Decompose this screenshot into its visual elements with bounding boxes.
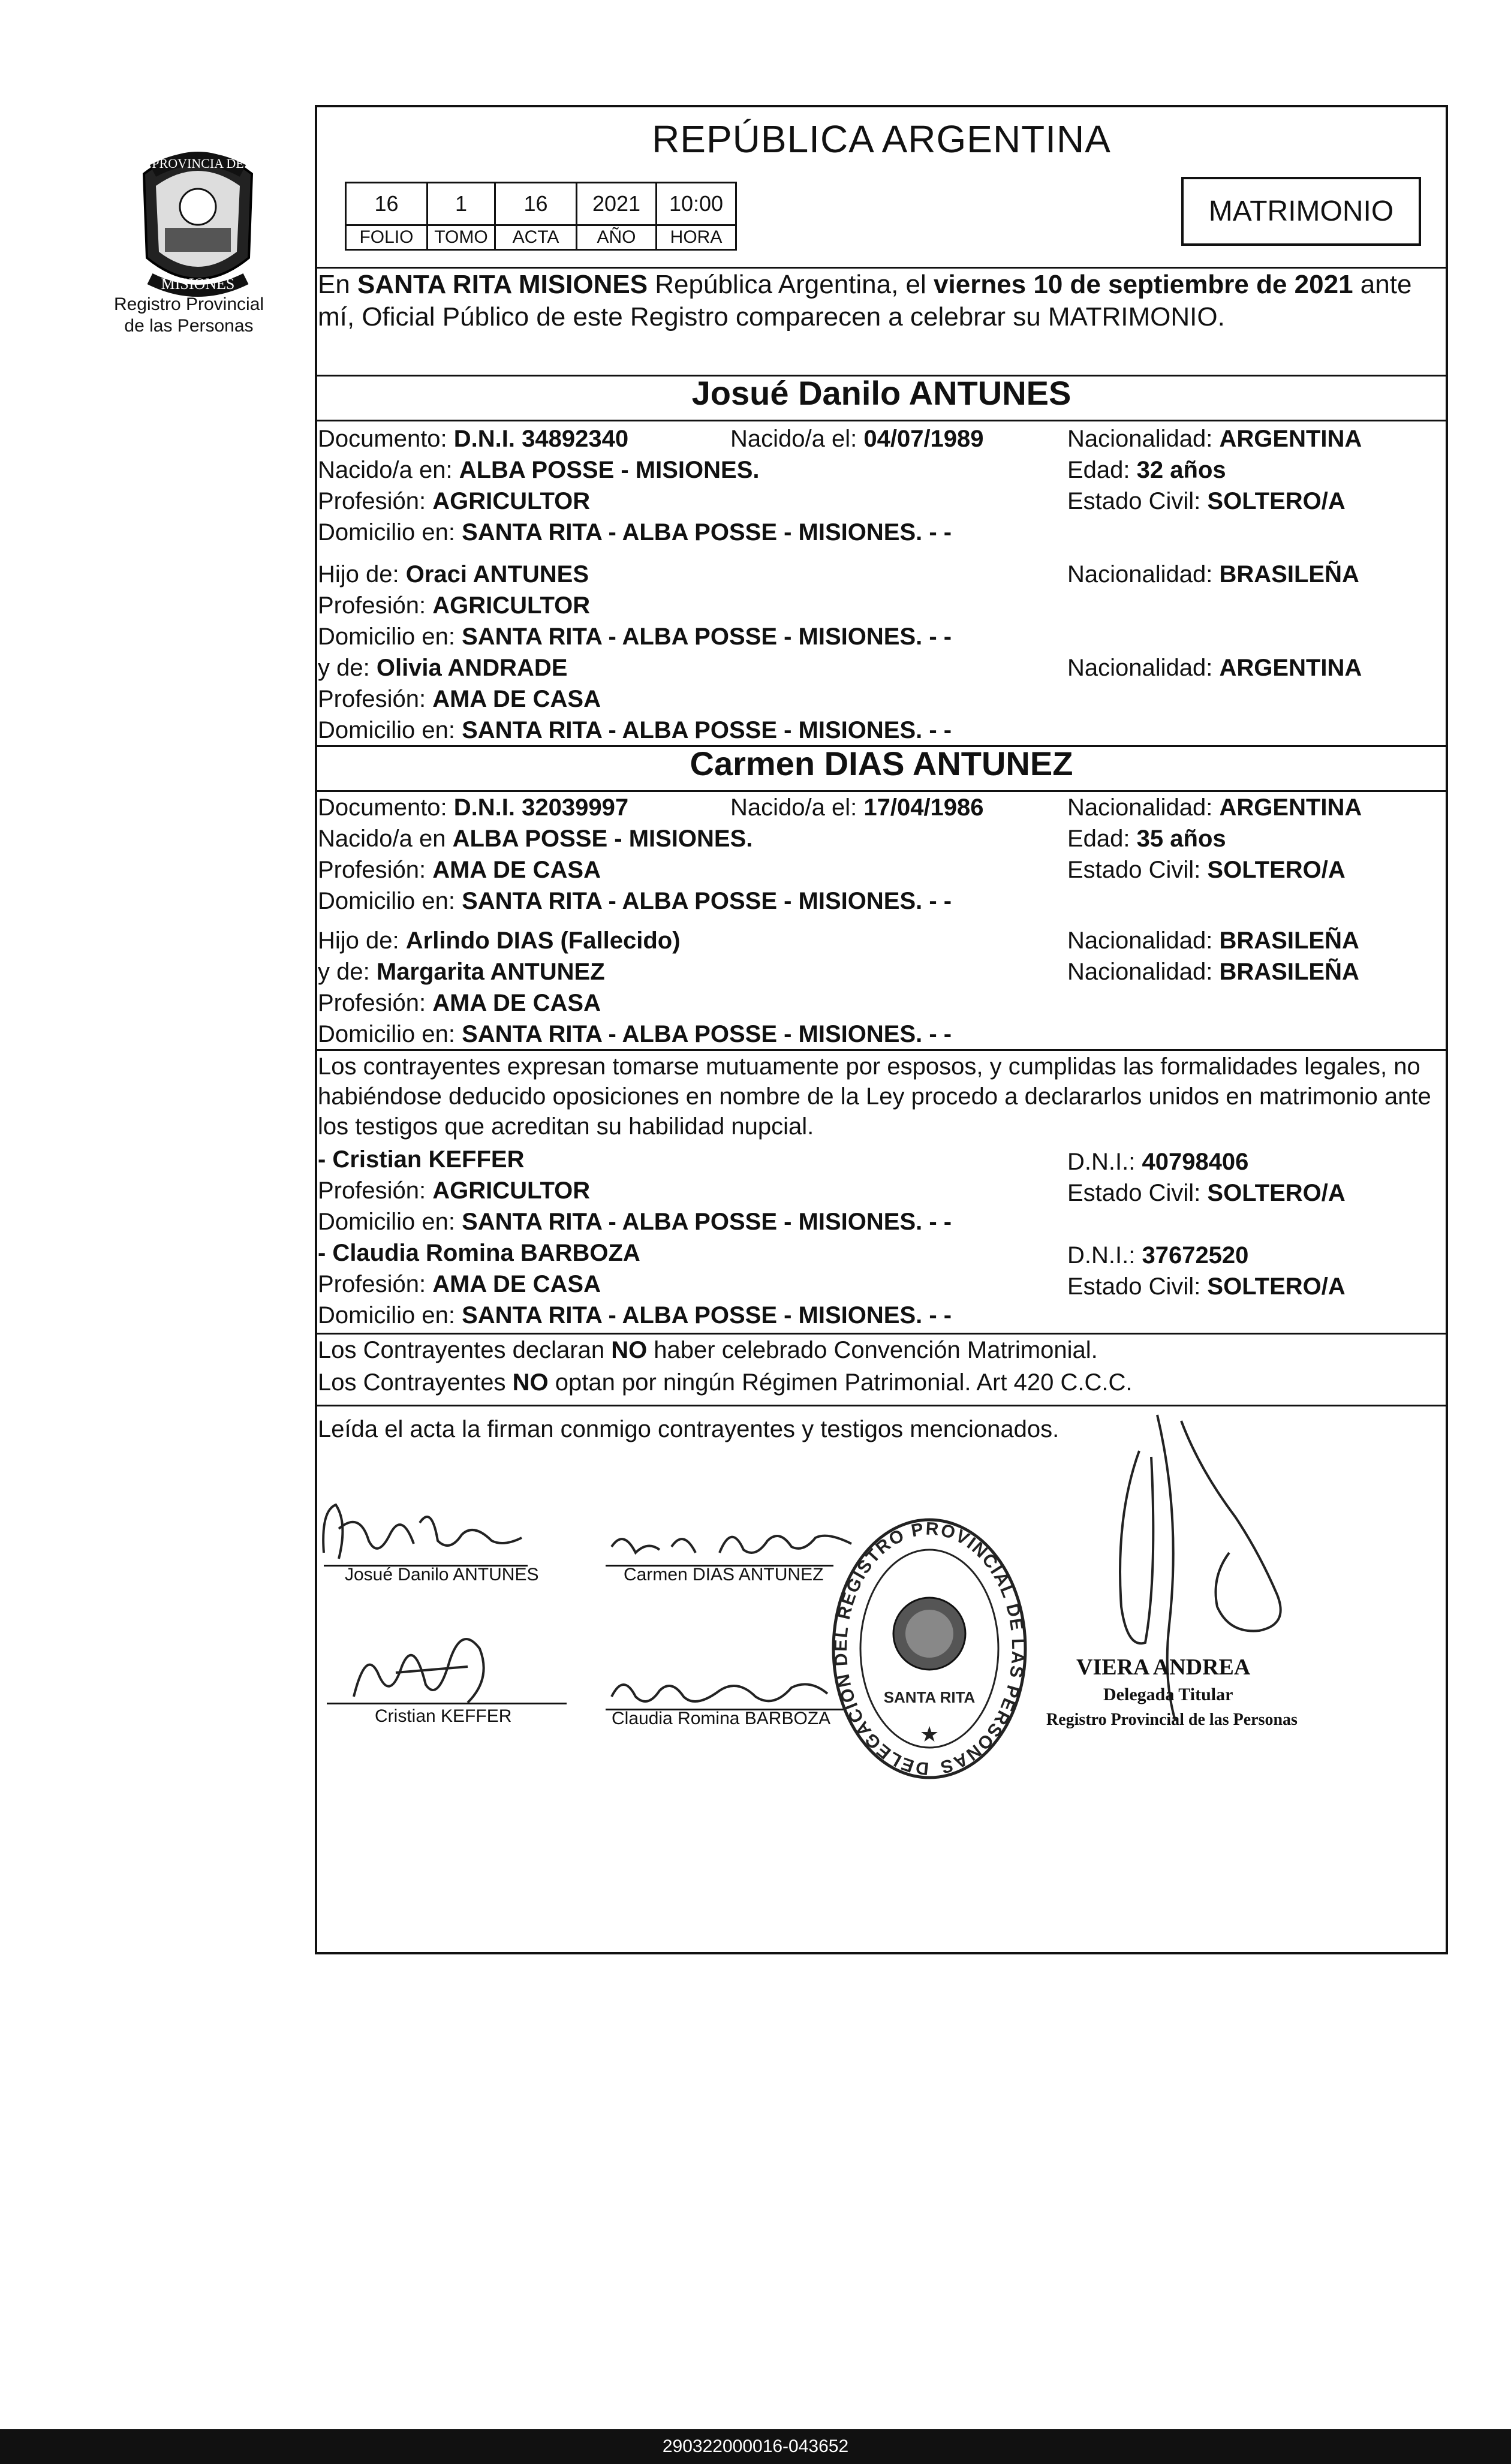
signature-caption-spouse2: Carmen DIAS ANTUNEZ [624, 1565, 824, 1585]
regime-line-1: Los Contrayentes declaran NO haber celebrado Convención Matrimonial. [318, 1337, 1098, 1363]
divider [315, 420, 1448, 421]
hora-value: 10:00 [657, 183, 736, 225]
witness1-dni: D.N.I.: 40798406 [1067, 1149, 1249, 1175]
signature-caption-witness1: Cristian KEFFER [375, 1706, 512, 1726]
declaration-line-3: los testigos que acreditan su habilidad nupcial. [318, 1113, 814, 1140]
logo-caption [90, 294, 288, 337]
document-title: REPÚBLICA ARGENTINA [652, 118, 1111, 161]
intro-line-2: mí, Oficial Público de este Registro comparecen a celebrar su MATRIMONIO. [318, 302, 1225, 332]
ano-label: AÑO [577, 225, 657, 250]
spouse1-father-nationality: Nacionalidad: BRASILEÑA [1067, 561, 1359, 588]
official-role: Delegada Titular [1103, 1685, 1233, 1704]
seal-ring-text: DELEGACION DEL REGISTRO PROVINCIAL DE LAS PERSONAS [830, 1519, 1028, 1779]
divider [315, 790, 1448, 792]
document-code-strip: 290322000016-043652 [0, 2429, 1511, 2464]
record-type-box: MATRIMONIO [1181, 177, 1421, 246]
signature-line [327, 1703, 567, 1704]
folio-label: FOLIO [346, 225, 428, 250]
acta-value: 16 [495, 183, 577, 225]
witness1-address: Domicilio en: SANTA RITA - ALBA POSSE - MISIONES. - - [318, 1209, 952, 1235]
folio-value: 16 [346, 183, 428, 225]
declaration-line-2: habiéndose deducido oposiciones en nombre de la Ley procedo a declararlos unidos en matrimonio ante [318, 1083, 1431, 1110]
closing-statement: Leída el acta la firman conmigo contrayentes y testigos mencionados. [318, 1416, 1059, 1442]
hora-label: HORA [657, 225, 736, 250]
witness2-address: Domicilio en: SANTA RITA - ALBA POSSE - MISIONES. - - [318, 1302, 952, 1329]
spouse2-name: Carmen DIAS ANTUNEZ [690, 745, 1073, 782]
logo-caption-line-2: de las Personas [124, 316, 254, 336]
tomo-label: TOMO [428, 225, 495, 250]
spouse1-profession: Profesión: AGRICULTOR [318, 488, 591, 514]
spouse2-address: Domicilio en: SANTA RITA - ALBA POSSE - MISIONES. - - [318, 888, 952, 914]
spouse1-civil-status: Estado Civil: SOLTERO/A [1067, 488, 1346, 514]
spouse1-father-profession: Profesión: AGRICULTOR [318, 592, 591, 619]
ano-value: 2021 [577, 183, 657, 225]
spouse2-mother-profession: Profesión: AMA DE CASA [318, 990, 601, 1016]
spouse2-mother-nationality: Nacionalidad: BRASILEÑA [1067, 959, 1359, 985]
witness1-civil-status: Estado Civil: SOLTERO/A [1067, 1180, 1346, 1206]
seal-center-text: SANTA RITA [883, 1688, 976, 1706]
spouse2-civil-status: Estado Civil: SOLTERO/A [1067, 857, 1346, 883]
spouse1-nationality: Nacionalidad: ARGENTINA [1067, 426, 1362, 452]
witness1-name: - Cristian KEFFER [318, 1146, 525, 1173]
spouse2-age: Edad: 35 años [1067, 826, 1226, 852]
spouse1-name: Josué Danilo ANTUNES [691, 374, 1071, 412]
record-reference-table [345, 182, 737, 251]
tomo-value: 1 [428, 183, 495, 225]
spouse1-mother-profession: Profesión: AMA DE CASA [318, 686, 601, 712]
official-organization: Registro Provincial de las Personas [1046, 1710, 1298, 1729]
spouse1-birth-place: Nacido/a en: ALBA POSSE - MISIONES. [318, 457, 760, 483]
spouse2-nationality: Nacionalidad: ARGENTINA [1067, 794, 1362, 821]
witness1-profession: Profesión: AGRICULTOR [318, 1177, 591, 1204]
spouse1-document: Documento: D.N.I. 34892340 [318, 426, 629, 452]
spouse1-father-address: Domicilio en: SANTA RITA - ALBA POSSE - MISIONES. - - [318, 623, 952, 650]
intro-line-1: En SANTA RITA MISIONES República Argentina, el viernes 10 de septiembre de 2021 ante [318, 270, 1412, 299]
witness2-civil-status: Estado Civil: SOLTERO/A [1067, 1273, 1346, 1300]
divider [315, 1333, 1448, 1335]
provincial-coat-of-arms [120, 138, 276, 300]
spouse2-profession: Profesión: AMA DE CASA [318, 857, 601, 883]
signature-witness1 [336, 1613, 516, 1715]
witness2-name: - Claudia Romina BARBOZA [318, 1240, 640, 1266]
declaration-line-1: Los contrayentes expresan tomarse mutuamente por esposos, y cumplidas las formalidades legales, no [318, 1053, 1420, 1080]
logo-caption-line-1: Registro Provincial [113, 294, 264, 314]
spouse2-mother-address: Domicilio en: SANTA RITA - ALBA POSSE - MISIONES. - - [318, 1021, 952, 1047]
registry-seal [827, 1511, 1031, 1787]
spouse2-father: Hijo de: Arlindo DIAS (Fallecido) [318, 927, 681, 954]
logo-text-bottom: MISIONES [161, 275, 235, 293]
spouse1-mother: y de: Olivia ANDRADE [318, 655, 568, 681]
acta-label: ACTA [495, 225, 577, 250]
spouse1-mother-address: Domicilio en: SANTA RITA - ALBA POSSE - MISIONES. - - [318, 717, 952, 743]
spouse2-father-nationality: Nacionalidad: BRASILEÑA [1067, 927, 1359, 954]
spouse1-father: Hijo de: Oraci ANTUNES [318, 561, 589, 588]
spouse1-age: Edad: 32 años [1067, 457, 1226, 483]
spouse2-birth-date: Nacido/a el: 17/04/1986 [730, 794, 984, 821]
signature-caption-witness2: Claudia Romina BARBOZA [612, 1709, 831, 1728]
spouse1-address: Domicilio en: SANTA RITA - ALBA POSSE - MISIONES. - - [318, 519, 952, 546]
witness2-profession: Profesión: AMA DE CASA [318, 1271, 601, 1297]
witness2-dni: D.N.I.: 37672520 [1067, 1242, 1249, 1269]
spouse2-document: Documento: D.N.I. 32039997 [318, 794, 629, 821]
spouse1-mother-nationality: Nacionalidad: ARGENTINA [1067, 655, 1362, 681]
official-name: VIERA ANDREA [1076, 1655, 1251, 1680]
spouse2-birth-place: Nacido/a en ALBA POSSE - MISIONES. [318, 826, 753, 852]
divider [315, 1049, 1448, 1051]
seal-star-icon: ★ [919, 1722, 940, 1746]
spouse1-birth-date: Nacido/a el: 04/07/1989 [730, 426, 984, 452]
logo-text-top: PROVINCIA DE [152, 156, 244, 171]
regime-line-2: Los Contrayentes NO optan por ningún Régimen Patrimonial. Art 420 C.C.C. [318, 1369, 1133, 1396]
spouse2-mother: y de: Margarita ANTUNEZ [318, 959, 605, 985]
signature-caption-spouse1: Josué Danilo ANTUNES [345, 1565, 539, 1585]
